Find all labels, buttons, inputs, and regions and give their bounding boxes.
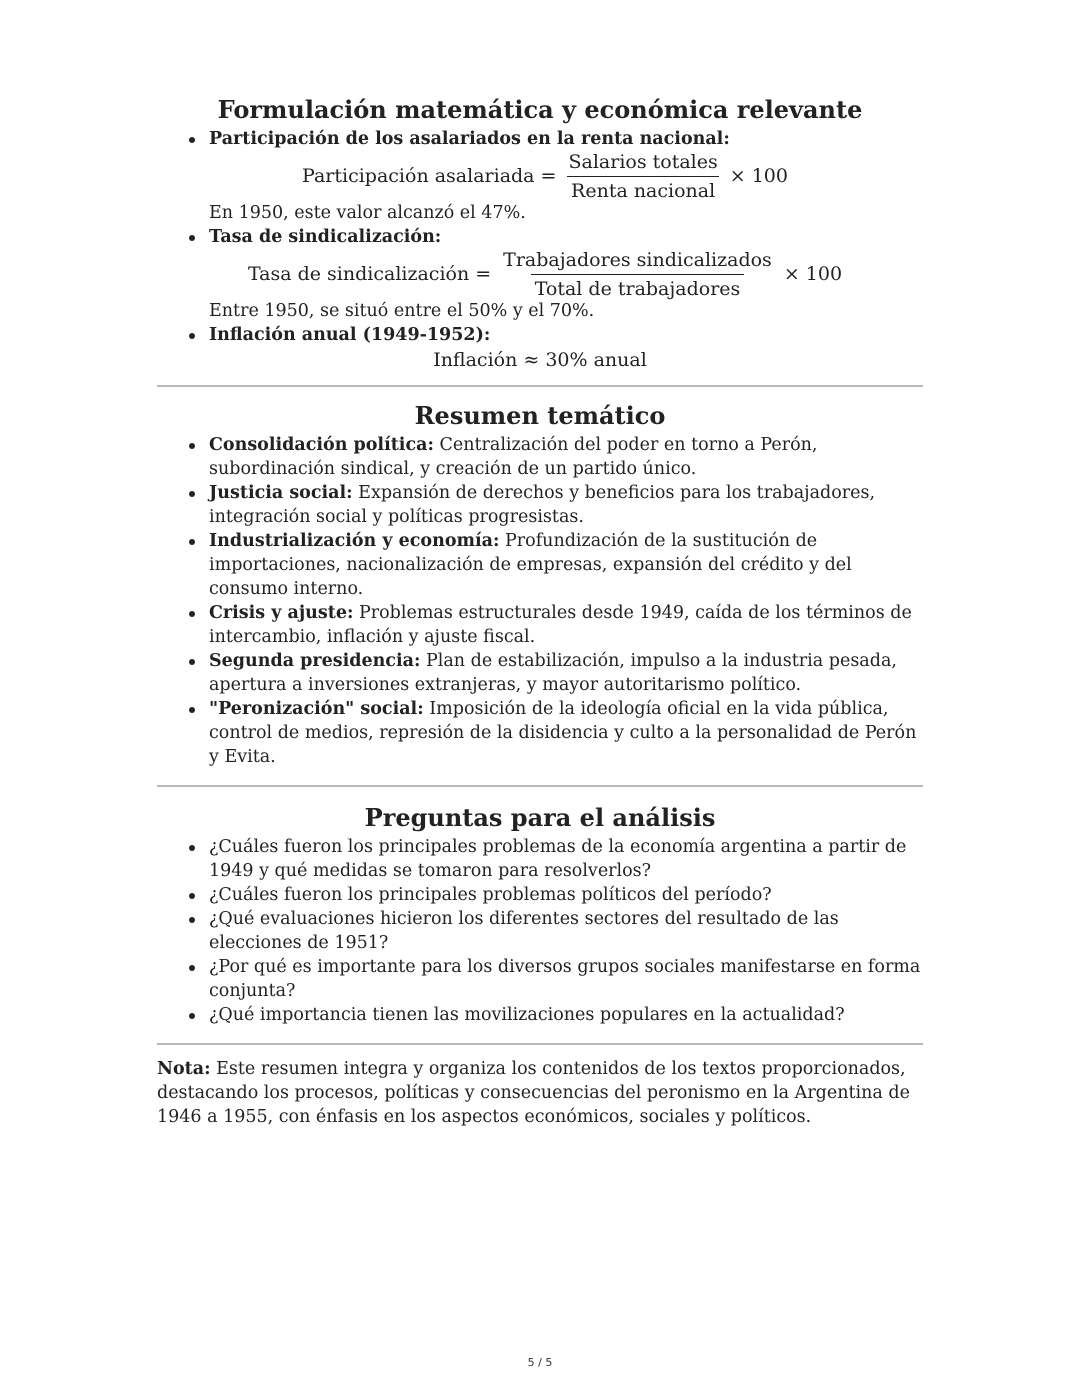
item-text: Plan de estabilización, impulso a la industria pesada, apertura a inversiones extranjeras, y mayor autoritarismo político.	[209, 651, 897, 695]
formula-lhs: Tasa de sindicalización =	[247, 263, 492, 285]
item-label: Inflación anual (1949-1952):	[209, 325, 491, 345]
item-label: Crisis y ajuste:	[209, 603, 354, 623]
formula-text: Inflación ≈ 30% anual	[433, 349, 647, 371]
formula-list	[157, 225, 923, 249]
page-number: 5 / 5	[527, 1356, 553, 1369]
item-label: Consolidación política:	[209, 435, 434, 455]
formula-inflation	[157, 347, 923, 373]
list-item	[209, 433, 923, 481]
formula-list	[157, 127, 923, 151]
formula-list	[157, 323, 923, 347]
section-title-summary: Resumen temático	[414, 401, 666, 430]
formula-numerator: Trabajadores sindicalizados	[503, 248, 772, 271]
item-text: Centralización del poder en torno a Perón, subordinación sindical, y creación de un partido único.	[209, 435, 818, 479]
section-title-questions: Preguntas para el análisis	[364, 803, 716, 832]
formula-rhs: × 100	[729, 165, 788, 187]
questions-list	[157, 835, 923, 1027]
list-item	[209, 481, 923, 529]
list-item	[209, 323, 923, 347]
list-item	[209, 697, 923, 769]
document-page	[157, 93, 923, 1129]
item-text: Imposición de la ideología oficial en la vida pública, control de medios, represión de la disidencia y culto a la personalidad de Perón y Evita.	[209, 699, 917, 767]
item-label: Tasa de sindicalización:	[209, 227, 442, 247]
list-item	[209, 127, 923, 151]
item-text: Expansión de derechos y beneficios para los trabajadores, integración social y políticas progresistas.	[209, 483, 876, 527]
item-text: Profundización de la sustitución de importaciones, nacionalización de empresas, expansión del crédito y del consumo interno.	[209, 531, 852, 599]
item-label: "Peronización" social:	[209, 699, 424, 719]
list-item: ¿Qué evaluaciones hicieron los diferentes sectores del resultado de las elecciones de 1951?	[209, 907, 923, 955]
formula-note: Entre 1950, se situó entre el 50% y el 70%.	[209, 301, 595, 321]
formula-fraction	[564, 150, 721, 203]
list-item	[209, 601, 923, 649]
formula-lhs: Participación asalariada =	[302, 165, 557, 187]
closing-note	[157, 1057, 923, 1129]
divider	[157, 385, 923, 387]
item-label: Participación de los asalariados en la renta nacional:	[209, 129, 730, 149]
formula-note: En 1950, este valor alcanzó el 47%.	[209, 203, 526, 223]
formula-fraction	[499, 248, 776, 301]
note-text: Este resumen integra y organiza los contenidos de los textos proporcionados, destacando los procesos, políticas y consecuencias del peronismo en la Argentina de 1946 a 1955, con énfasis en los aspectos económicos, sociales y políticos.	[157, 1059, 910, 1127]
list-item	[209, 529, 923, 601]
summary-list	[157, 433, 923, 769]
formula-denominator: Total de trabajadores	[531, 274, 745, 301]
item-text: Problemas estructurales desde 1949, caída de los términos de intercambio, inflación y ajuste fiscal.	[209, 603, 912, 647]
list-item	[209, 649, 923, 697]
formula-wage-share	[157, 151, 923, 201]
list-item	[209, 225, 923, 249]
formula-numerator: Salarios totales	[568, 150, 718, 173]
list-item: ¿Qué importancia tienen las movilizaciones populares en la actualidad?	[209, 1003, 923, 1027]
section-title-formulas: Formulación matemática y económica relevante	[217, 95, 863, 124]
item-label: Segunda presidencia:	[209, 651, 421, 671]
divider	[157, 785, 923, 787]
list-item: ¿Cuáles fueron los principales problemas políticos del período?	[209, 883, 923, 907]
divider	[157, 1043, 923, 1045]
item-label: Industrialización y economía:	[209, 531, 500, 551]
list-item: ¿Por qué es importante para los diversos grupos sociales manifestarse en forma conjunta?	[209, 955, 923, 1003]
formula-denominator: Renta nacional	[567, 176, 719, 203]
item-label: Justicia social:	[209, 483, 353, 503]
formula-rhs: × 100	[783, 263, 843, 285]
note-label: Nota:	[157, 1059, 211, 1079]
formula-unionization	[157, 249, 923, 299]
list-item: ¿Cuáles fueron los principales problemas de la economía argentina a partir de 1949 y qué medidas se tomaron para resolverlos?	[209, 835, 923, 883]
